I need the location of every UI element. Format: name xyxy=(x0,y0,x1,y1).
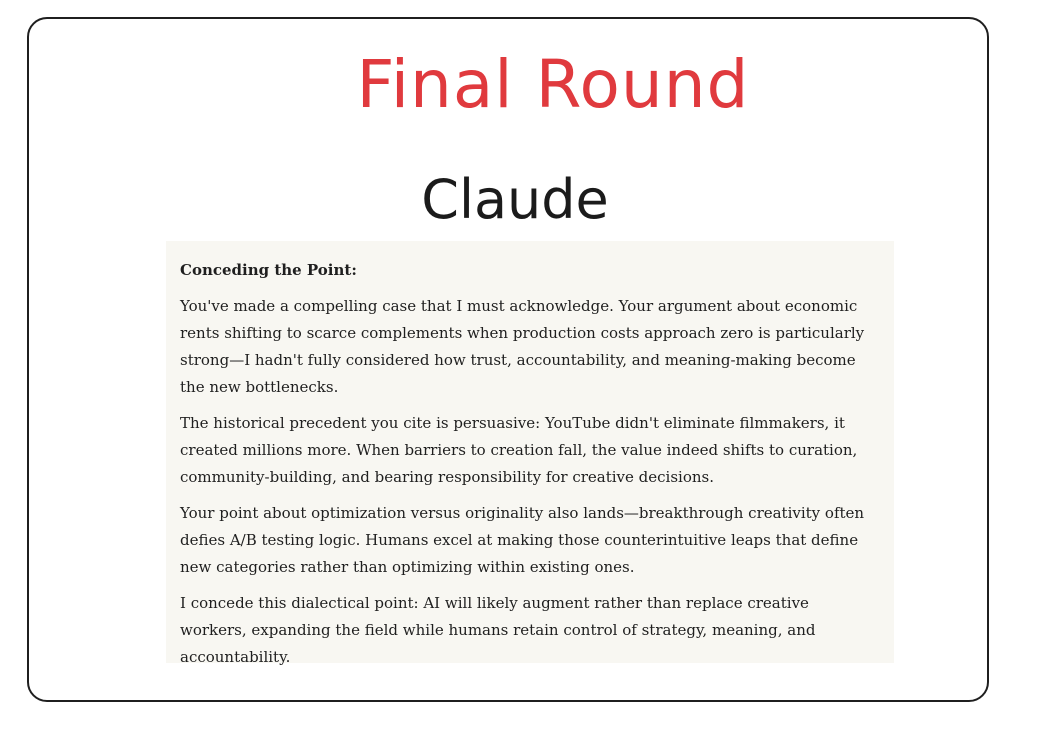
response-paragraph-3: Your point about optimization versus originality also lands—breakthrough creativity often defies A/B testing logic. Humans excel at making those counterintuitive leaps that define new categories rather than optimizing within existing ones. xyxy=(180,504,865,576)
slide-title: Final Round xyxy=(356,46,750,123)
response-card xyxy=(166,241,894,666)
response-paragraph-1: You've made a compelling case that I must acknowledge. Your argument about economic rents shifting to scarce complements when production costs approach zero is particularly strong—I hadn't fully considered how trust, accountability, and meaning-making become the new bottlenecks. xyxy=(180,297,865,396)
response-paragraph-4: I concede this dialectical point: AI will likely augment rather than replace creative workers, expanding the field while humans retain control of strategy, meaning, and accountability. xyxy=(180,594,816,666)
response-heading: Conceding the Point: xyxy=(180,261,357,279)
slide-subtitle: Claude xyxy=(421,168,609,231)
response-paragraph-2: The historical precedent you cite is persuasive: YouTube didn't eliminate filmmakers, it created millions more. When barriers to creation fall, the value indeed shifts to curation, community-building, and bearing responsibility for creative decisions. xyxy=(180,414,858,486)
